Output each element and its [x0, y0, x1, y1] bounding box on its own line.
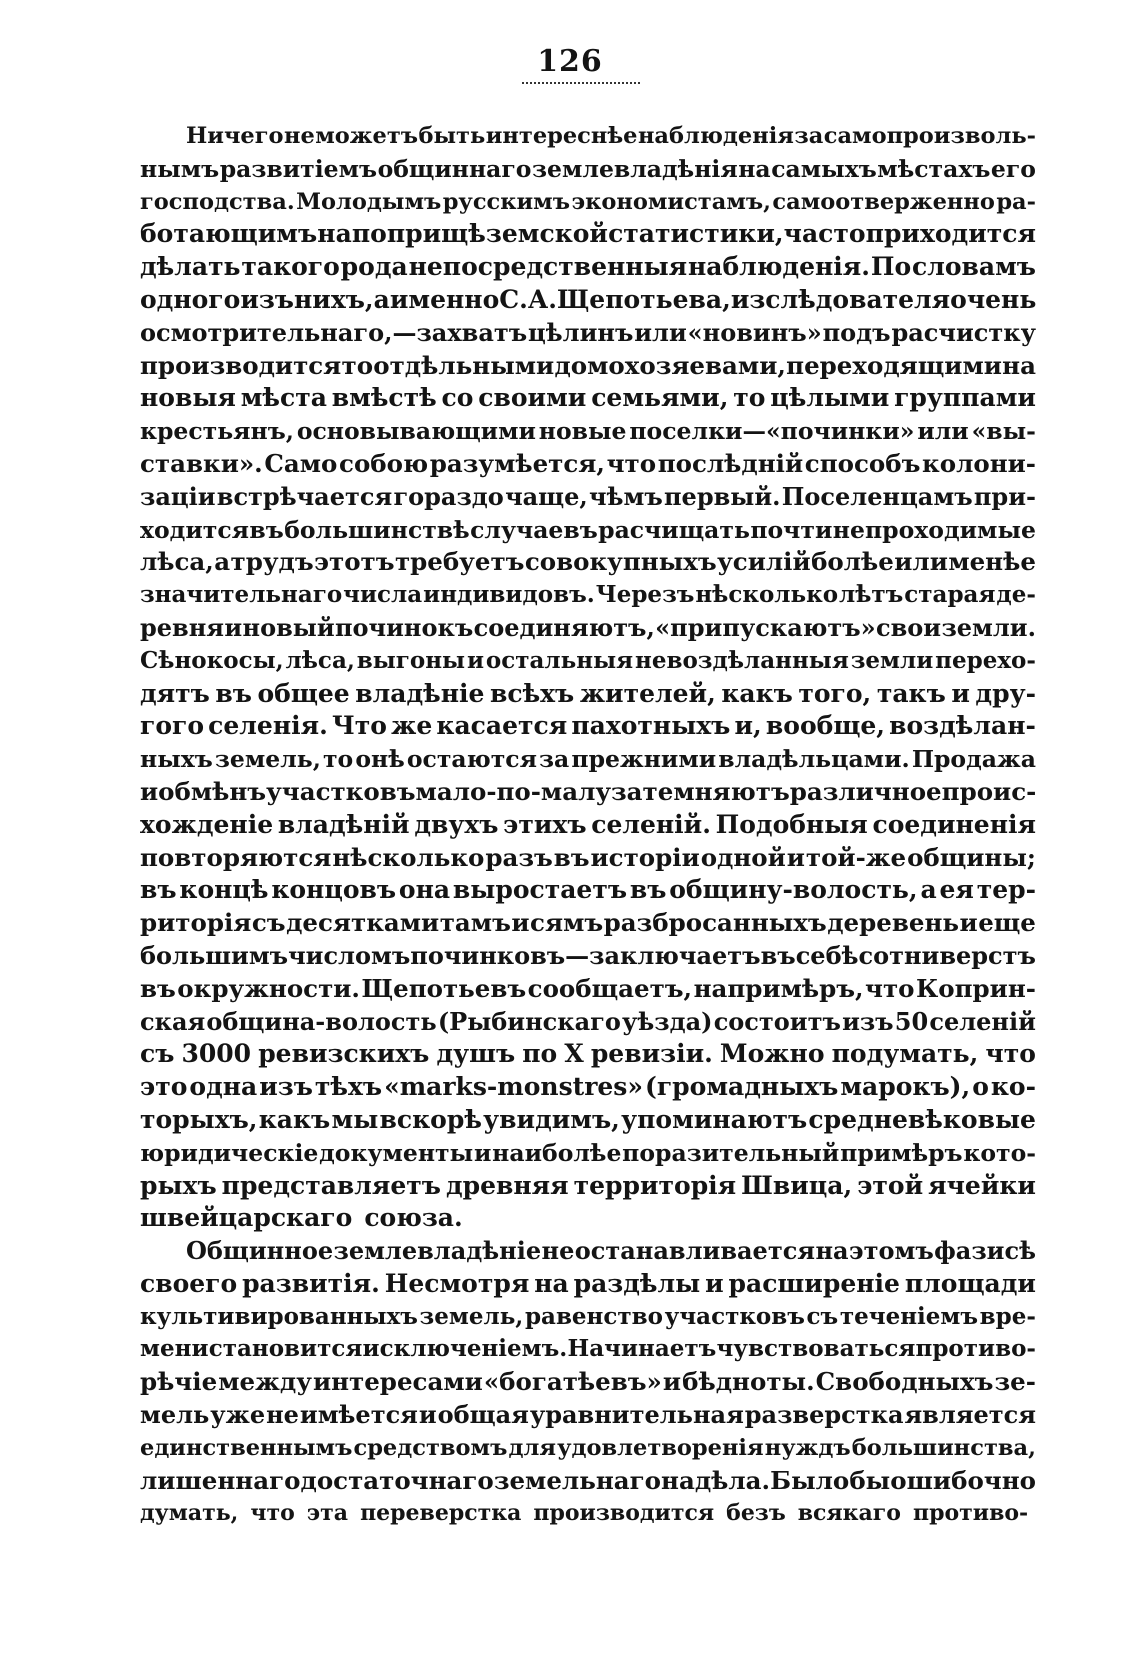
text-line: ская община-волость (Рыбинскаго уѣзда) состоитъ изъ 50 селеній: [140, 1006, 1036, 1036]
text-line: ныхъ земель, то онѣ остаются за прежними владѣльцами. Продажа: [140, 745, 1036, 774]
text-line: и обмѣнъ участковъ мало-по-малу затемняютъ различное проис-: [140, 776, 1037, 806]
text-line: производится то отдѣльными домохозяевами, переходящими на: [140, 350, 1036, 380]
text-line: одного изъ нихъ, а именно С. А. Щепотьева, изслѣдователя очень: [140, 284, 1037, 314]
text-line: гого селенія. Что же касается пахотныхъ и, вообще, воздѣлан-: [140, 711, 1036, 741]
text-line: это одна изъ тѣхъ «marks-monstres» (громадныхъ марокъ), о ко-: [140, 1072, 1036, 1102]
text-line: нымъ развитіемъ общиннаго землевладѣнія на самыхъ мѣстахъ его: [140, 154, 1036, 183]
text-line: хожденіе владѣній двухъ этихъ селеній. Подобныя соединенія: [140, 809, 1036, 839]
paragraph: [140, 1235, 1036, 1530]
text-line: торыхъ, какъ мы вскорѣ увидимъ, упоминаютъ средневѣковые: [140, 1104, 1036, 1134]
text-line: крестьянъ, основывающими новые поселки—«починки» или «вы-: [140, 417, 1036, 446]
text-line: ходится въ большинствѣ случаевъ расчищать почти непроходимые: [140, 515, 1036, 544]
text-line: въ концѣ концовъ она выростаетъ въ общину-волость, а ея тер-: [140, 875, 1036, 905]
text-line: рыхъ представляетъ древняя территорія Швица, этой ячейки: [140, 1170, 1036, 1200]
text-line: риторія съ десятками тамъ и сямъ разбросанныхъ деревень и еще: [140, 908, 1036, 938]
text-line: дѣлать такого рода непосредственныя наблюденія. По словамъ: [140, 252, 1036, 282]
text-line: господства. Молодымъ русскимъ экономистамъ, самоотверженно ра-: [140, 188, 1036, 215]
text-line: ревня и новый починокъ соединяютъ, «припускаютъ» свои земли.: [140, 612, 1036, 642]
text-line: дятъ въ общее владѣніе всѣхъ жителей, какъ того, такъ и дру-: [140, 678, 1036, 708]
text-line: повторяются нѣсколько разъ въ исторіи одной и той-же общины;: [140, 842, 1036, 872]
text-line: мени становится исключеніемъ. Начинаетъ чувствоваться противо-: [140, 1335, 1036, 1363]
text-line: Ничего не можетъ быть интереснѣе наблюденія за самопроизволь-: [186, 123, 1036, 149]
text-line: швейцарскаго союза.: [140, 1203, 463, 1233]
text-line: культивированныхъ земель, равенство участковъ съ теченіемъ вре-: [140, 1302, 1036, 1330]
text-line: рѣчіе между интересами «богатѣевъ» и бѣдноты. Свободныхъ зе-: [140, 1367, 1036, 1397]
page-number: 126: [537, 44, 603, 79]
text-line: единственнымъ средствомъ для удовлетворенія нуждъ большинства,: [140, 1434, 1036, 1461]
text-line: съ 3000 ревизскихъ душъ по X ревизіи. Можно подумать, что: [140, 1039, 1036, 1069]
text-line: лѣса, а трудъ этотъ требуетъ совокупныхъ усилій болѣе или менѣе: [140, 547, 1036, 577]
text-line: ставки». Само собою разумѣется, что послѣдній способъ колони-: [140, 448, 1036, 478]
text-line: заціи встрѣчается гораздо чаще, чѣмъ первый. Поселенцамъ при-: [140, 481, 1036, 511]
body-text: [140, 120, 1036, 1530]
paragraph: [140, 120, 1036, 1235]
text-line: думать, что эта переверстка производится безъ всякаго противо-: [140, 1500, 1029, 1527]
text-line: осмотрительнаго,—захватъ цѣлинъ или «новинъ» подъ расчистку: [140, 317, 1036, 347]
text-line: большимъ числомъ починковъ—заключаетъ въ себѣ сотни верстъ: [140, 940, 1036, 970]
text-line: Сѣнокосы, лѣса, выгоны и остальныя невоздѣланныя земли перехо-: [140, 646, 1036, 674]
page-number-rule: [522, 82, 640, 84]
text-line: ботающимъ на поприщѣ земской статистики, часто приходится: [140, 219, 1036, 249]
text-line: въ окружности. Щепотьевъ сообщаетъ, напримѣръ, что Коприн-: [140, 973, 1036, 1003]
text-line: лишеннаго достаточнаго земельнаго надѣла. Было бы ошибочно: [140, 1465, 1036, 1495]
text-line: своего развитія. Несмотря на раздѣлы и расширеніе площади: [140, 1268, 1036, 1298]
text-line: значительнаго числа индивидовъ. Черезъ нѣсколько лѣтъ старая де-: [140, 581, 1036, 609]
text-line: мель уже не имѣется и общая уравнительная разверстка является: [140, 1400, 1036, 1430]
text-line: новыя мѣста вмѣстѣ со своими семьями, то цѣлыми группами: [140, 383, 1036, 413]
text-line: Общинное землевладѣніе не останавливается на этомъ фазисѣ: [186, 1236, 1036, 1266]
text-line: юридическіе документы и наиболѣе поразительный примѣръ кото-: [140, 1138, 1036, 1167]
